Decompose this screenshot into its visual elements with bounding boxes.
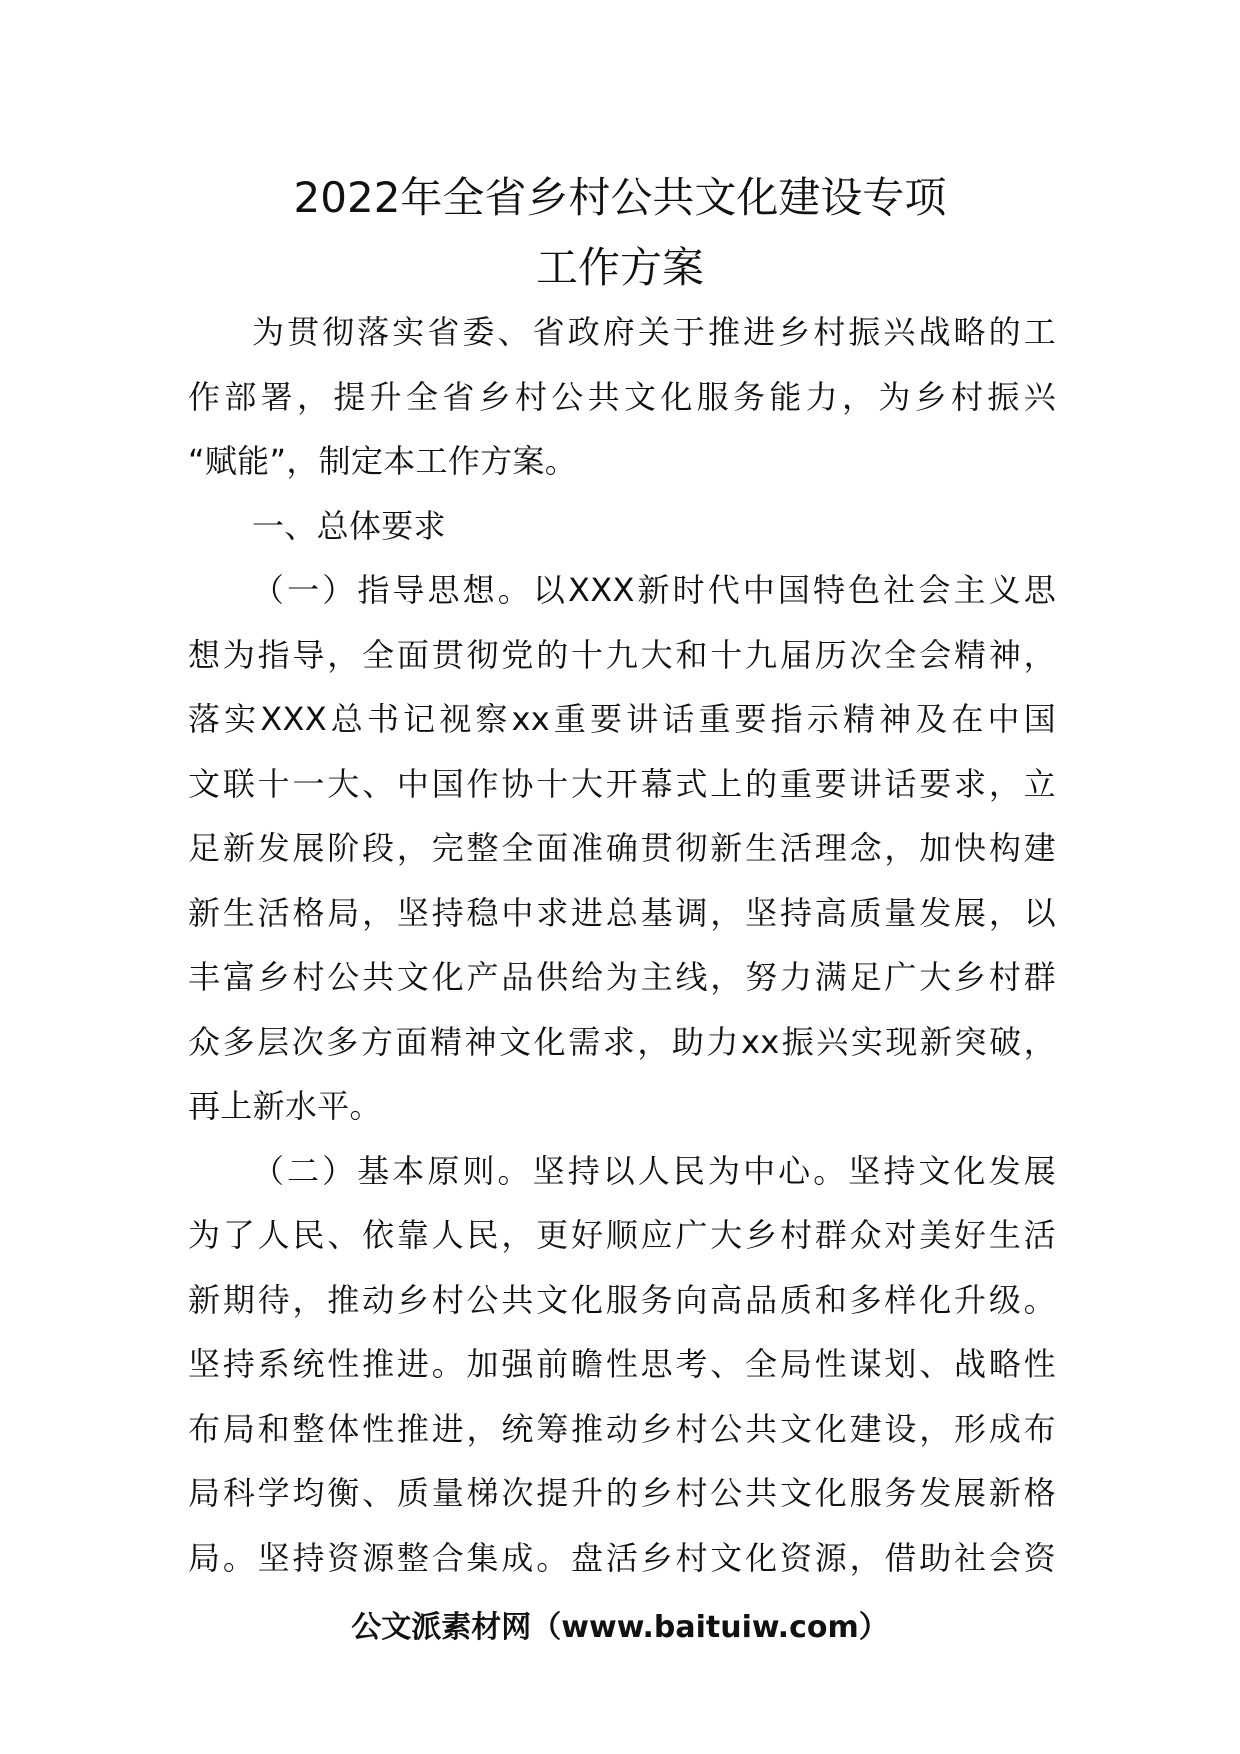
paragraph-line: 丰富乡村公共文化产品供给为主线，努力满足广大乡村群 bbox=[188, 958, 1056, 996]
document-body bbox=[188, 300, 1056, 1590]
paragraph-line: （一）指导思想。以XXX新时代中国特色社会主义思 bbox=[252, 571, 1056, 609]
paragraph-line: 新期待，推动乡村公共文化服务向高品质和多样化升级。 bbox=[188, 1280, 1056, 1319]
paragraph-line: 为贯彻落实省委、省政府关于推进乡村振兴战略的工 bbox=[252, 313, 1056, 351]
paragraph-line: 新生活格局，坚持稳中求进总基调，坚持高质量发展，以 bbox=[188, 893, 1056, 932]
paragraph-line: 想为指导，全面贯彻党的十九大和十九届历次全会精神， bbox=[188, 635, 1056, 674]
document-title-line-2: 工作方案 bbox=[535, 243, 704, 292]
paragraph-line: 足新发展阶段，完整全面准确贯彻新生活理念，加快构建 bbox=[188, 829, 1056, 867]
paragraph-line: （二）基本原则。坚持以人民为中心。坚持文化发展 bbox=[252, 1151, 1056, 1190]
paragraph-line: 再上新水平。 bbox=[188, 1087, 382, 1125]
paragraph-line: 局。坚持资源整合集成。盘活乡村文化资源，借助社会资 bbox=[188, 1538, 1056, 1577]
paragraph-line: 作部署，提升全省乡村公共文化服务能力，为乡村振兴 bbox=[188, 377, 1056, 416]
paragraph-line: 落实XXX总书记视察xx重要讲话重要指示精神及在中国 bbox=[188, 700, 1056, 738]
paragraph-line: “赋能”，制定本工作方案。 bbox=[188, 442, 578, 480]
paragraph-line: 坚持系统性推进。加强前瞻性思考、全局性谋划、战略性 bbox=[188, 1345, 1056, 1383]
paragraph-line: 局科学均衡、质量梯次提升的乡村公共文化服务发展新格 bbox=[188, 1474, 1056, 1512]
section-heading: 一、总体要求 bbox=[252, 506, 446, 545]
paragraph-line: 布局和整体性推进，统筹推动乡村公共文化建设，形成布 bbox=[188, 1409, 1056, 1448]
paragraph-line: 众多层次多方面精神文化需求，助力xx振兴实现新突破， bbox=[188, 1022, 1056, 1061]
paragraph-line: 文联十一大、中国作协十大开幕式上的重要讲话要求，立 bbox=[188, 764, 1056, 803]
watermark-footer: 公文派素材网（www.baituiw.com） bbox=[351, 1610, 889, 1645]
document-title-line-1: 2022年全省乡村公共文化建设专项 bbox=[293, 173, 947, 222]
paragraph-line: 为了人民、依靠人民，更好顺应广大乡村群众对美好生活 bbox=[188, 1216, 1056, 1254]
